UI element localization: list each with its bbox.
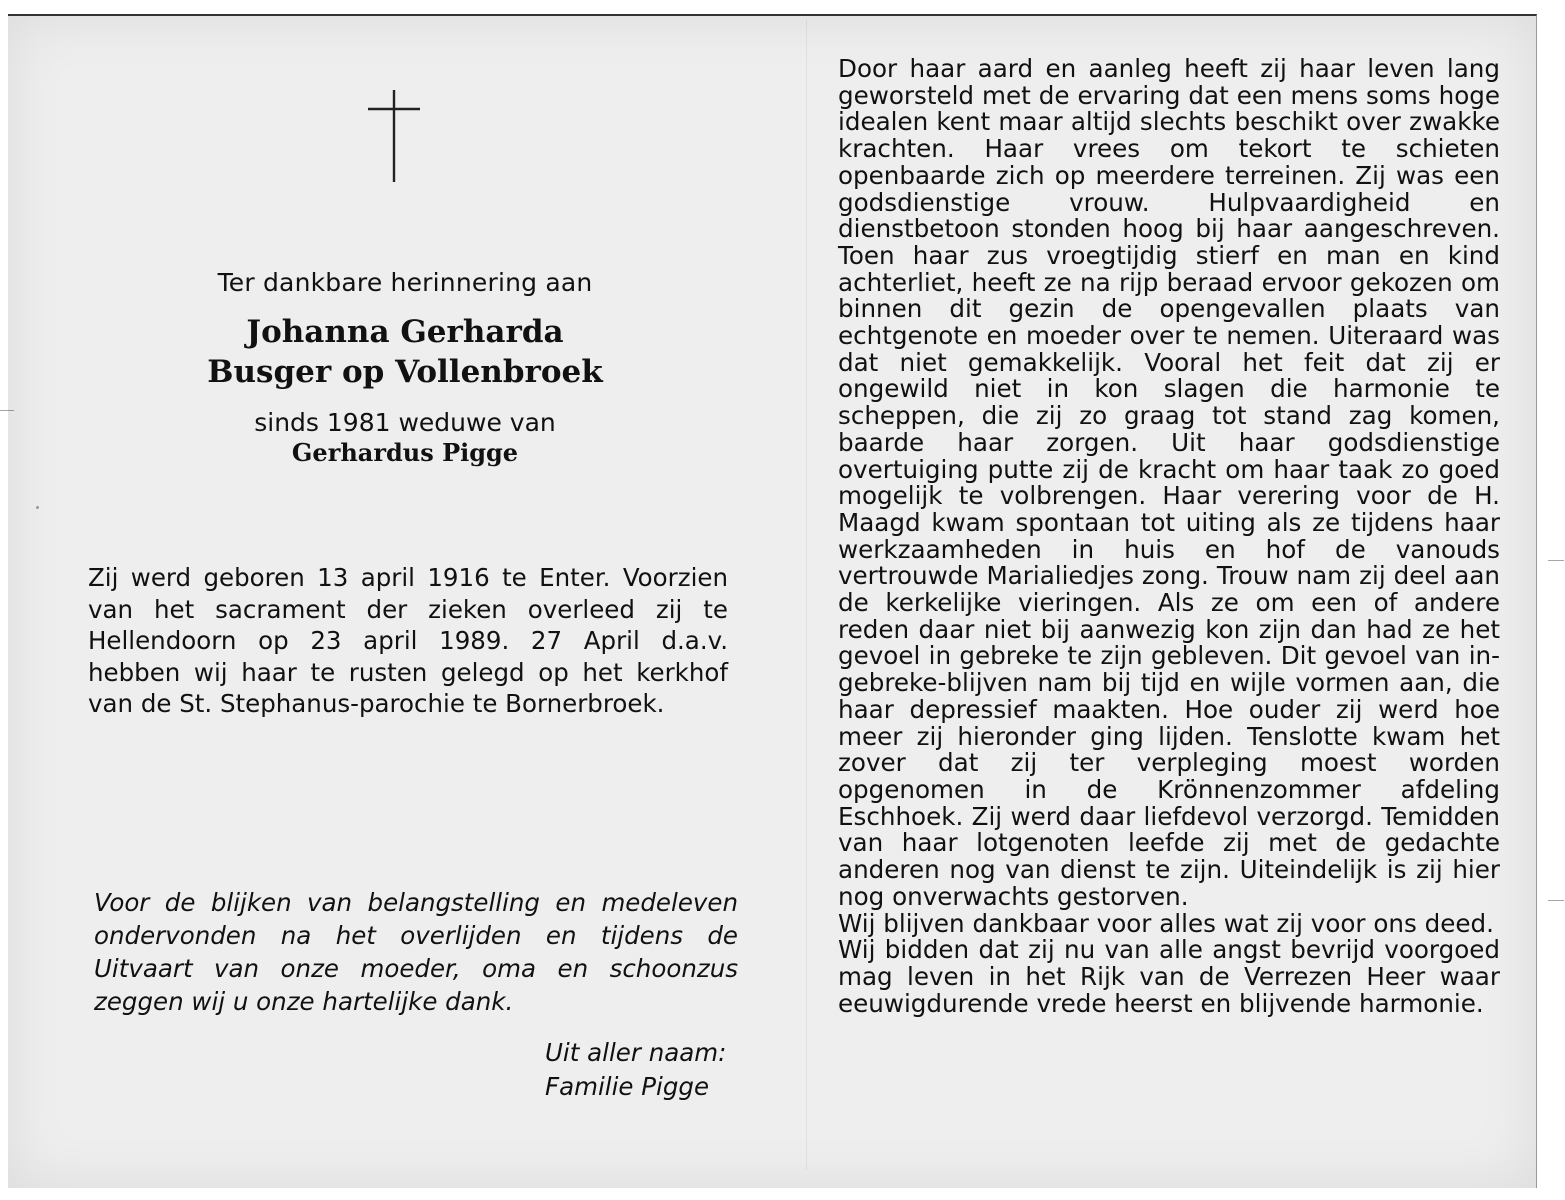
deceased-name-first: Johanna Gerharda [246,314,564,350]
thanks-text: Voor de blijken van belangstelling en medeleven ondervonden na het overlijden en tijdens de Uitvaart van onze moeder, oma en schoonzus zeggen wij u onze hartelijke dank. [94,888,738,1016]
scan-speck [36,506,39,509]
scan-speck [1548,900,1564,901]
intro-text: Ter dankbare herinnering aan [217,268,593,297]
biography-paragraph: Zij werd geboren 13 april 1916 te Enter. Voorzien van het sacrament der zieken overleed zij te Hellendoorn op 23 april 1989. 27 April d.a.v. hebben wij haar te rusten gelegd op het kerkhof van de St. Stephanus-parochie te Bornerbroek. [88,563,728,718]
deceased-name-last: Busger op Vollenbroek [207,354,603,390]
widow-since-text: sinds 1981 weduwe van [254,408,556,437]
signoff [545,1036,765,1104]
eulogy-paragraph: Door haar aard en aanleg heeft zij haar leven lang geworsteld met de ervaring dat een mens soms hoge idealen kent maar altijd slechts beschikt over zwakke krachten. Haar vrees om tekort te schieten openbaarde zich op meerdere terreinen. Zij was een godsdienstige vrouw. Hulpvaardigheid en dienstbetoon stonden hoog bij haar aangeschreven. Toen haar zus vroegtijdig stierf en man en kind achterliet, heeft ze na rijp beraad ervoor gekozen om binnen dit gezin de opengevallen plaats van echtgenote en moeder over te nemen. Uiteraard was dat niet gemakkelijk. Vooral het feit dat zij er ongewild niet in kon slagen die harmonie te scheppen, die zij zo graag tot stand zag komen, baarde haar zorgen. Uit haar godsdienstige overtuiging putte zij de kracht om haar taak zo goed mogelijk te volbrengen. Haar verering voor de H. Maagd kwam spontaan tot uiting als ze tijdens haar werkzaamheden in huis en hof de vanouds vertrouwde Marialiedjes zong. Trouw nam zij deel aan de kerkelijke vieringen. Als ze om een of andere reden daar niet bij aanwezig kon zijn dan had ze het gevoel in gebreke te zijn gebleven. Dit gevoel van in-gebreke-blijven nam bij tijd en wijle vormen aan, die haar depressief maakten. Hoe ouder zij werd hoe meer zij hieronder ging lijden. Tenslotte kwam het zover dat zij ter verpleging moest worden opgenomen in de Krönnenzommer afdeling Eschhoek. Zij werd daar liefdevol verzorgd. Temidden van haar lotgenoten leefde zij met de gedachte anderen nog van dienst te zijn. Uiteindelijk is zij hier nog onverwachts gestorven. [838,54,1500,911]
biography-text [88,562,728,720]
scan-speck [1548,560,1564,561]
signoff-family: Familie Pigge [545,1072,710,1101]
card-fold-line [806,20,807,1170]
eulogy-paragraph: Wij blijven dankbaar voor alles wat zij voor ons deed. [838,908,1494,938]
scan-speck [0,410,14,411]
cross-icon [366,88,422,184]
eulogy-column [838,56,1500,1017]
spouse-name: Gerhardus Pigge [291,438,519,467]
eulogy-paragraph: Wij bidden dat zij nu van alle angst bevrijd voorgoed mag leven in het Rijk van de Verrezen Heer waar eeuwigdurende vrede heerst en blijvende harmonie. [838,935,1500,1018]
signoff-line: Uit aller naam: [545,1038,727,1067]
